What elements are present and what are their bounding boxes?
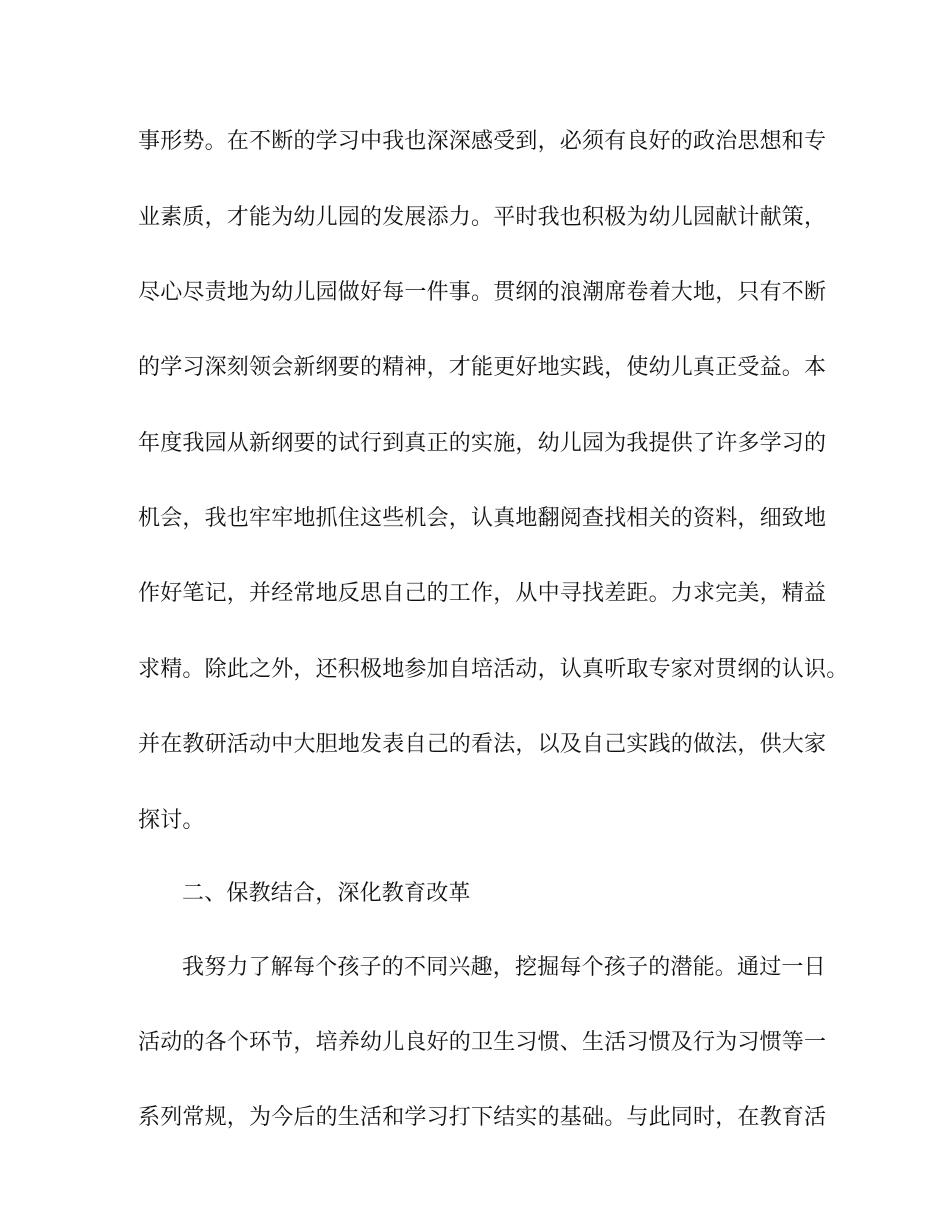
text-line: 系列常规，为今后的生活和学习打下结实的基础。与此同时，在教育活 (138, 1105, 827, 1130)
section-heading: 二、保教结合，深化教育改革 (182, 881, 471, 906)
text-line: 的学习深刻领会新纲要的精神，才能更好地实践，使幼儿真正受益。本 (138, 355, 827, 380)
text-line: 我努力了解每个孩子的不同兴趣，挖掘每个孩子的潜能。通过一日 (182, 955, 826, 980)
text-line: 机会，我也牢牢地抓住这些机会，认真地翻阅查找相关的资料，细致地 (138, 506, 827, 531)
text-line: 尽心尽责地为幼儿园做好每一件事。贯纲的浪潮席卷着大地，只有不断 (138, 280, 827, 305)
text-line: 业素质，才能为幼儿园的发展添力。平时我也积极为幼儿园献计献策， (138, 205, 827, 230)
text-line: 并在教研活动中大胆地发表自己的看法，以及自己实践的做法，供大家 (138, 732, 827, 757)
text-line: 求精。除此之外，还积极地参加自培活动，认真听取专家对贯纲的认识。 (138, 657, 849, 682)
text-line: 作好笔记，并经常地反思自己的工作，从中寻找差距。力求完美，精益 (138, 581, 827, 606)
text-line: 活动的各个环节，培养幼儿良好的卫生习惯、生活习惯及行为习惯等一 (138, 1030, 827, 1055)
text-line: 年度我园从新纲要的试行到真正的实施，幼儿园为我提供了许多学习的 (138, 431, 827, 456)
text-line: 探讨。 (138, 808, 205, 833)
text-line: 事形势。在不断的学习中我也深深感受到，必须有良好的政治思想和专 (138, 129, 827, 154)
